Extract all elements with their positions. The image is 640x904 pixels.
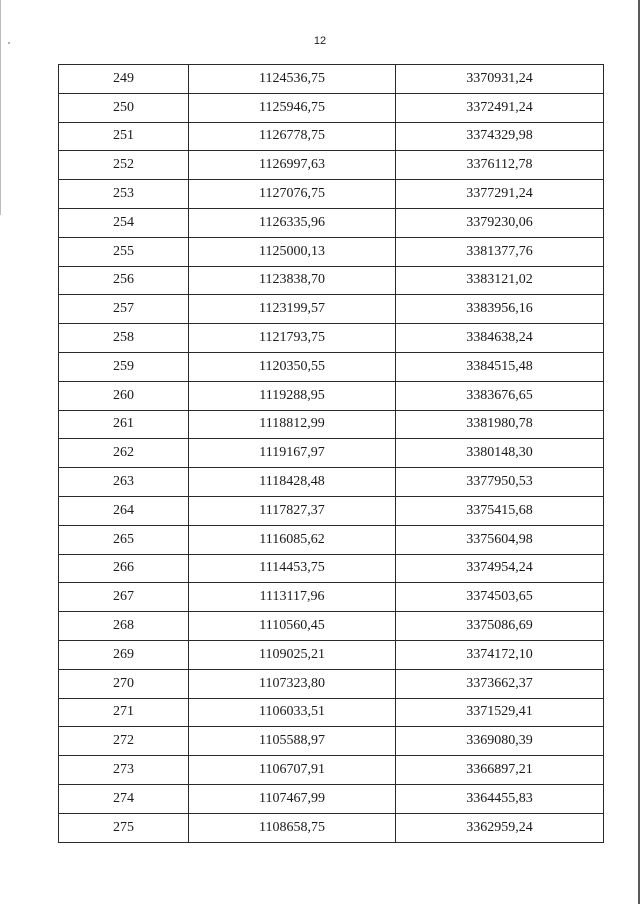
y-coordinate-cell: 3377950,53 <box>396 468 604 497</box>
point-number-cell: 249 <box>59 65 189 94</box>
table-row <box>59 813 604 842</box>
point-number-cell: 261 <box>59 410 189 439</box>
point-number-cell: 265 <box>59 525 189 554</box>
x-coordinate-cell: 1119167,97 <box>189 439 396 468</box>
y-coordinate-cell: 3366897,21 <box>396 756 604 785</box>
x-coordinate-cell: 1126778,75 <box>189 122 396 151</box>
y-coordinate-cell: 3375604,98 <box>396 525 604 554</box>
point-number-cell: 273 <box>59 756 189 785</box>
x-coordinate-cell: 1123838,70 <box>189 266 396 295</box>
table-row <box>59 324 604 353</box>
point-number-cell: 275 <box>59 813 189 842</box>
point-number-cell: 256 <box>59 266 189 295</box>
table-row <box>59 208 604 237</box>
x-coordinate-cell: 1118812,99 <box>189 410 396 439</box>
table-row <box>59 151 604 180</box>
x-coordinate-cell: 1113117,96 <box>189 583 396 612</box>
table-row <box>59 468 604 497</box>
x-coordinate-cell: 1106033,51 <box>189 698 396 727</box>
table-row <box>59 583 604 612</box>
y-coordinate-cell: 3364455,83 <box>396 784 604 813</box>
x-coordinate-cell: 1121793,75 <box>189 324 396 353</box>
y-coordinate-cell: 3373662,37 <box>396 669 604 698</box>
point-number-cell: 260 <box>59 381 189 410</box>
table-row <box>59 439 604 468</box>
point-number-cell: 253 <box>59 180 189 209</box>
x-coordinate-cell: 1110560,45 <box>189 612 396 641</box>
table-row <box>59 295 604 324</box>
point-number-cell: 252 <box>59 151 189 180</box>
x-coordinate-cell: 1120350,55 <box>189 352 396 381</box>
y-coordinate-cell: 3374954,24 <box>396 554 604 583</box>
table-row <box>59 784 604 813</box>
x-coordinate-cell: 1109025,21 <box>189 640 396 669</box>
table-row <box>59 237 604 266</box>
y-coordinate-cell: 3375415,68 <box>396 496 604 525</box>
y-coordinate-cell: 3372491,24 <box>396 93 604 122</box>
page-number: 12 <box>313 35 327 47</box>
point-number-cell: 262 <box>59 439 189 468</box>
y-coordinate-cell: 3376112,78 <box>396 151 604 180</box>
y-coordinate-cell: 3375086,69 <box>396 612 604 641</box>
table-row <box>59 93 604 122</box>
coordinates-table-body <box>59 65 604 843</box>
y-coordinate-cell: 3374172,10 <box>396 640 604 669</box>
y-coordinate-cell: 3374329,98 <box>396 122 604 151</box>
point-number-cell: 274 <box>59 784 189 813</box>
y-coordinate-cell: 3384515,48 <box>396 352 604 381</box>
table-row <box>59 496 604 525</box>
x-coordinate-cell: 1127076,75 <box>189 180 396 209</box>
point-number-cell: 250 <box>59 93 189 122</box>
table-row <box>59 525 604 554</box>
point-number-cell: 251 <box>59 122 189 151</box>
x-coordinate-cell: 1126997,63 <box>189 151 396 180</box>
y-coordinate-cell: 3374503,65 <box>396 583 604 612</box>
table-row <box>59 727 604 756</box>
point-number-cell: 255 <box>59 237 189 266</box>
scan-edge-left <box>0 0 1 215</box>
x-coordinate-cell: 1119288,95 <box>189 381 396 410</box>
y-coordinate-cell: 3371529,41 <box>396 698 604 727</box>
point-number-cell: 259 <box>59 352 189 381</box>
point-number-cell: 268 <box>59 612 189 641</box>
x-coordinate-cell: 1123199,57 <box>189 295 396 324</box>
x-coordinate-cell: 1125000,13 <box>189 237 396 266</box>
point-number-cell: 266 <box>59 554 189 583</box>
y-coordinate-cell: 3362959,24 <box>396 813 604 842</box>
x-coordinate-cell: 1114453,75 <box>189 554 396 583</box>
x-coordinate-cell: 1117827,37 <box>189 496 396 525</box>
y-coordinate-cell: 3379230,06 <box>396 208 604 237</box>
coordinates-table <box>58 64 604 843</box>
y-coordinate-cell: 3377291,24 <box>396 180 604 209</box>
table-row <box>59 410 604 439</box>
y-coordinate-cell: 3380148,30 <box>396 439 604 468</box>
y-coordinate-cell: 3381980,78 <box>396 410 604 439</box>
y-coordinate-cell: 3381377,76 <box>396 237 604 266</box>
table-row <box>59 122 604 151</box>
point-number-cell: 258 <box>59 324 189 353</box>
x-coordinate-cell: 1118428,48 <box>189 468 396 497</box>
y-coordinate-cell: 3383676,65 <box>396 381 604 410</box>
table-row <box>59 756 604 785</box>
x-coordinate-cell: 1125946,75 <box>189 93 396 122</box>
table-row <box>59 381 604 410</box>
table-row <box>59 352 604 381</box>
y-coordinate-cell: 3369080,39 <box>396 727 604 756</box>
x-coordinate-cell: 1105588,97 <box>189 727 396 756</box>
point-number-cell: 269 <box>59 640 189 669</box>
point-number-cell: 257 <box>59 295 189 324</box>
x-coordinate-cell: 1108658,75 <box>189 813 396 842</box>
table-row <box>59 266 604 295</box>
x-coordinate-cell: 1124536,75 <box>189 65 396 94</box>
x-coordinate-cell: 1106707,91 <box>189 756 396 785</box>
y-coordinate-cell: 3370931,24 <box>396 65 604 94</box>
table-row <box>59 554 604 583</box>
point-number-cell: 263 <box>59 468 189 497</box>
point-number-cell: 270 <box>59 669 189 698</box>
x-coordinate-cell: 1107467,99 <box>189 784 396 813</box>
y-coordinate-cell: 3384638,24 <box>396 324 604 353</box>
table-row <box>59 640 604 669</box>
table-row <box>59 669 604 698</box>
point-number-cell: 264 <box>59 496 189 525</box>
table-row <box>59 698 604 727</box>
y-coordinate-cell: 3383956,16 <box>396 295 604 324</box>
x-coordinate-cell: 1126335,96 <box>189 208 396 237</box>
table-row <box>59 612 604 641</box>
table-row <box>59 180 604 209</box>
x-coordinate-cell: 1116085,62 <box>189 525 396 554</box>
table-row <box>59 65 604 94</box>
point-number-cell: 254 <box>59 208 189 237</box>
x-coordinate-cell: 1107323,80 <box>189 669 396 698</box>
point-number-cell: 271 <box>59 698 189 727</box>
y-coordinate-cell: 3383121,02 <box>396 266 604 295</box>
point-number-cell: 272 <box>59 727 189 756</box>
point-number-cell: 267 <box>59 583 189 612</box>
